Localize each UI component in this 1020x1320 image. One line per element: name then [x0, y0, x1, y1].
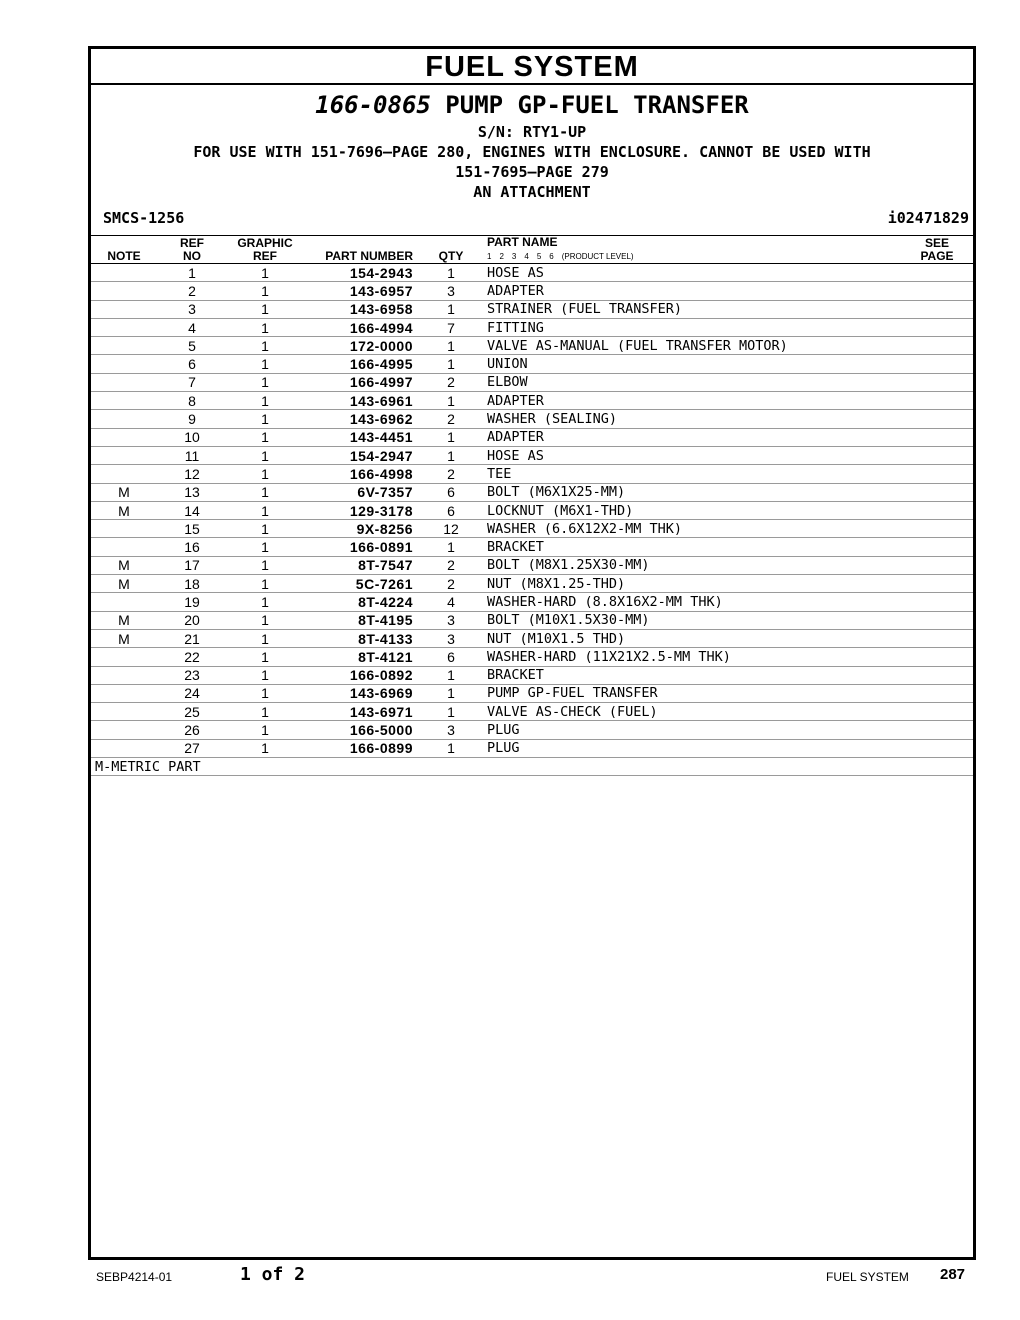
cell-qty: 1	[421, 446, 481, 464]
table-row	[91, 465, 973, 483]
table-row	[91, 520, 973, 538]
cell-gref: 1	[227, 264, 303, 282]
cell-see-page	[901, 282, 973, 300]
footnote-row	[91, 758, 973, 776]
cell-gref: 1	[227, 739, 303, 757]
cell-pn: 154-2943	[303, 264, 421, 282]
cell-pn: 8T-4121	[303, 648, 421, 666]
table-row	[91, 483, 973, 501]
cell-pn: 143-6957	[303, 282, 421, 300]
cell-pn: 166-5000	[303, 721, 421, 739]
cell-see-page	[901, 318, 973, 336]
cell-note	[91, 684, 157, 702]
cell-qty: 1	[421, 428, 481, 446]
cell-note	[91, 666, 157, 684]
cell-qty: 1	[421, 684, 481, 702]
cell-see-page	[901, 556, 973, 574]
cell-gref: 1	[227, 355, 303, 373]
cell-pn: 8T-4133	[303, 629, 421, 647]
cell-gref: 1	[227, 703, 303, 721]
cell-name: BOLT (M8X1.25X30-MM)	[481, 556, 901, 574]
table-row	[91, 264, 973, 282]
cell-see-page	[901, 300, 973, 318]
cell-note	[91, 337, 157, 355]
cell-gref: 1	[227, 721, 303, 739]
col-ref-no: REF NO	[157, 236, 227, 264]
parts-table-body	[91, 264, 973, 776]
table-row	[91, 684, 973, 702]
cell-pn: 143-6969	[303, 684, 421, 702]
cell-ref: 27	[157, 739, 227, 757]
cell-name: STRAINER (FUEL TRANSFER)	[481, 300, 901, 318]
cell-pn: 166-0891	[303, 538, 421, 556]
cell-note	[91, 410, 157, 428]
cell-ref: 12	[157, 465, 227, 483]
cell-qty: 2	[421, 465, 481, 483]
cell-qty: 3	[421, 721, 481, 739]
cell-gref: 1	[227, 483, 303, 501]
cell-ref: 1	[157, 264, 227, 282]
table-row	[91, 300, 973, 318]
cell-name: VALVE AS-MANUAL (FUEL TRANSFER MOTOR)	[481, 337, 901, 355]
serial-number: S/N: RTY1-UP	[477, 123, 587, 141]
cell-name: NUT (M8X1.25-THD)	[481, 575, 901, 593]
cell-name: WASHER (6.6X12X2-MM THK)	[481, 520, 901, 538]
cell-ref: 24	[157, 684, 227, 702]
cell-gref: 1	[227, 556, 303, 574]
cell-see-page	[901, 373, 973, 391]
cell-ref: 22	[157, 648, 227, 666]
cell-see-page	[901, 392, 973, 410]
cell-ref: 17	[157, 556, 227, 574]
cell-pn: 143-6971	[303, 703, 421, 721]
cell-see-page	[901, 538, 973, 556]
table-row	[91, 721, 973, 739]
cell-name: BRACKET	[481, 666, 901, 684]
cell-see-page	[901, 410, 973, 428]
cell-see-page	[901, 355, 973, 373]
cell-gref: 1	[227, 629, 303, 647]
cell-ref: 5	[157, 337, 227, 355]
cell-note	[91, 373, 157, 391]
cell-qty: 3	[421, 611, 481, 629]
cell-name: ADAPTER	[481, 392, 901, 410]
cell-qty: 2	[421, 556, 481, 574]
cell-pn: 166-0892	[303, 666, 421, 684]
page-number: 287	[940, 1266, 966, 1283]
cell-ref: 10	[157, 428, 227, 446]
cell-gref: 1	[227, 282, 303, 300]
cell-pn: 166-4995	[303, 355, 421, 373]
cell-ref: 11	[157, 446, 227, 464]
cell-gref: 1	[227, 611, 303, 629]
page-frame	[88, 46, 976, 1260]
cell-pn: 166-4994	[303, 318, 421, 336]
table-row	[91, 373, 973, 391]
cell-ref: 16	[157, 538, 227, 556]
cell-see-page	[901, 611, 973, 629]
cell-qty: 1	[421, 392, 481, 410]
cell-ref: 21	[157, 629, 227, 647]
group-header	[91, 85, 973, 236]
cell-note: M	[91, 556, 157, 574]
cell-pn: 166-4998	[303, 465, 421, 483]
cell-pn: 129-3178	[303, 501, 421, 519]
group-name: PUMP GP-FUEL TRANSFER	[445, 91, 749, 119]
cell-note	[91, 264, 157, 282]
cell-name: UNION	[481, 355, 901, 373]
usage-note-line-2: 151-7695—PAGE 279	[455, 163, 609, 181]
cell-name: HOSE AS	[481, 446, 901, 464]
cell-name: HOSE AS	[481, 264, 901, 282]
cell-see-page	[901, 575, 973, 593]
cell-note: M	[91, 611, 157, 629]
cell-gref: 1	[227, 300, 303, 318]
cell-note	[91, 355, 157, 373]
cell-ref: 7	[157, 373, 227, 391]
usage-note-line-1: FOR USE WITH 151-7696—PAGE 280, ENGINES WITH ENCLOSURE. CANNOT BE USED WITH	[193, 143, 871, 161]
cell-ref: 13	[157, 483, 227, 501]
cell-qty: 6	[421, 483, 481, 501]
cell-qty: 1	[421, 538, 481, 556]
cell-note: M	[91, 483, 157, 501]
cell-pn: 172-0000	[303, 337, 421, 355]
cell-qty: 6	[421, 501, 481, 519]
cell-name: WASHER (SEALING)	[481, 410, 901, 428]
cell-name: FITTING	[481, 318, 901, 336]
cell-name: LOCKNUT (M6X1-THD)	[481, 501, 901, 519]
cell-ref: 26	[157, 721, 227, 739]
cell-gref: 1	[227, 520, 303, 538]
cell-qty: 1	[421, 703, 481, 721]
parts-table-header	[91, 236, 973, 264]
cell-see-page	[901, 465, 973, 483]
cell-gref: 1	[227, 392, 303, 410]
col-graphic-ref: GRAPHIC REF	[227, 236, 303, 264]
cell-qty: 1	[421, 355, 481, 373]
cell-gref: 1	[227, 648, 303, 666]
cell-pn: 8T-4195	[303, 611, 421, 629]
cell-name: WASHER-HARD (11X21X2.5-MM THK)	[481, 648, 901, 666]
cell-ref: 9	[157, 410, 227, 428]
cell-see-page	[901, 520, 973, 538]
cell-gref: 1	[227, 684, 303, 702]
table-row	[91, 446, 973, 464]
cell-pn: 143-6961	[303, 392, 421, 410]
cell-pn: 5C-7261	[303, 575, 421, 593]
cell-gref: 1	[227, 410, 303, 428]
usage-note-line-3: AN ATTACHMENT	[473, 183, 591, 201]
cell-name: BOLT (M6X1X25-MM)	[481, 483, 901, 501]
cell-pn: 154-2947	[303, 446, 421, 464]
cell-qty: 12	[421, 520, 481, 538]
illustration-id: i02471829	[887, 209, 969, 227]
doc-id: SEBP4214-01	[96, 1270, 173, 1284]
metric-footnote: M-METRIC PART	[91, 758, 973, 776]
cell-ref: 15	[157, 520, 227, 538]
cell-pn: 166-4997	[303, 373, 421, 391]
cell-ref: 19	[157, 593, 227, 611]
footer-section: FUEL SYSTEM	[826, 1270, 909, 1284]
table-row	[91, 556, 973, 574]
table-row	[91, 410, 973, 428]
cell-see-page	[901, 593, 973, 611]
table-row	[91, 355, 973, 373]
cell-ref: 3	[157, 300, 227, 318]
cell-note	[91, 392, 157, 410]
cell-see-page	[901, 684, 973, 702]
cell-note	[91, 703, 157, 721]
col-part-number: PART NUMBER	[303, 236, 421, 264]
table-row	[91, 739, 973, 757]
cell-note	[91, 300, 157, 318]
product-levels: 1 2 3 4 5 6 (PRODUCT LEVEL)	[487, 252, 634, 261]
cell-qty: 2	[421, 373, 481, 391]
cell-qty: 6	[421, 648, 481, 666]
cell-gref: 1	[227, 538, 303, 556]
cell-note	[91, 520, 157, 538]
cell-qty: 1	[421, 264, 481, 282]
cell-ref: 6	[157, 355, 227, 373]
cell-note	[91, 648, 157, 666]
cell-gref: 1	[227, 446, 303, 464]
col-note: NOTE	[91, 236, 157, 264]
cell-qty: 1	[421, 337, 481, 355]
cell-pn: 8T-4224	[303, 593, 421, 611]
cell-qty: 1	[421, 739, 481, 757]
cell-name: BOLT (M10X1.5X30-MM)	[481, 611, 901, 629]
cell-name: BRACKET	[481, 538, 901, 556]
cell-qty: 2	[421, 575, 481, 593]
cell-note	[91, 428, 157, 446]
cell-see-page	[901, 428, 973, 446]
cell-see-page	[901, 648, 973, 666]
cell-ref: 18	[157, 575, 227, 593]
cell-ref: 20	[157, 611, 227, 629]
group-part-number: 166-0865	[315, 91, 431, 119]
cell-note: M	[91, 501, 157, 519]
cell-note	[91, 739, 157, 757]
cell-ref: 8	[157, 392, 227, 410]
table-row	[91, 703, 973, 721]
cell-qty: 3	[421, 629, 481, 647]
table-row	[91, 392, 973, 410]
cell-note: M	[91, 575, 157, 593]
cell-gref: 1	[227, 428, 303, 446]
cell-see-page	[901, 666, 973, 684]
cell-pn: 6V-7357	[303, 483, 421, 501]
table-row	[91, 575, 973, 593]
cell-pn: 143-6958	[303, 300, 421, 318]
cell-pn: 143-4451	[303, 428, 421, 446]
cell-qty: 2	[421, 410, 481, 428]
cell-qty: 1	[421, 666, 481, 684]
table-row	[91, 337, 973, 355]
cell-see-page	[901, 739, 973, 757]
col-part-name: PART NAME 1 2 3 4 5 6 (PRODUCT LEVEL)	[481, 236, 901, 264]
cell-note	[91, 318, 157, 336]
cell-gref: 1	[227, 337, 303, 355]
table-row	[91, 501, 973, 519]
cell-see-page	[901, 483, 973, 501]
cell-see-page	[901, 703, 973, 721]
cell-pn: 143-6962	[303, 410, 421, 428]
cell-see-page	[901, 337, 973, 355]
cell-name: PLUG	[481, 721, 901, 739]
cell-ref: 2	[157, 282, 227, 300]
cell-pn: 8T-7547	[303, 556, 421, 574]
cell-qty: 4	[421, 593, 481, 611]
cell-gref: 1	[227, 575, 303, 593]
cell-see-page	[901, 501, 973, 519]
cell-name: ELBOW	[481, 373, 901, 391]
section-title: FUEL SYSTEM	[91, 49, 973, 85]
smcs-code: SMCS-1256	[103, 209, 185, 227]
cell-gref: 1	[227, 373, 303, 391]
table-row	[91, 318, 973, 336]
col-qty: QTY	[421, 236, 481, 264]
cell-see-page	[901, 446, 973, 464]
cell-name: VALVE AS-CHECK (FUEL)	[481, 703, 901, 721]
cell-note	[91, 593, 157, 611]
cell-see-page	[901, 721, 973, 739]
col-see-page: SEE PAGE	[901, 236, 973, 264]
cell-ref: 25	[157, 703, 227, 721]
cell-ref: 4	[157, 318, 227, 336]
cell-note	[91, 282, 157, 300]
cell-ref: 14	[157, 501, 227, 519]
cell-gref: 1	[227, 465, 303, 483]
cell-name: ADAPTER	[481, 282, 901, 300]
table-row	[91, 611, 973, 629]
table-row	[91, 282, 973, 300]
cell-note	[91, 721, 157, 739]
cell-gref: 1	[227, 501, 303, 519]
cell-see-page	[901, 264, 973, 282]
page-of: 1 of 2	[240, 1264, 306, 1285]
table-row	[91, 428, 973, 446]
cell-name: PLUG	[481, 739, 901, 757]
cell-gref: 1	[227, 666, 303, 684]
table-row	[91, 629, 973, 647]
cell-qty: 1	[421, 300, 481, 318]
cell-qty: 7	[421, 318, 481, 336]
table-row	[91, 666, 973, 684]
cell-pn: 9X-8256	[303, 520, 421, 538]
cell-note	[91, 538, 157, 556]
cell-name: NUT (M10X1.5 THD)	[481, 629, 901, 647]
cell-note	[91, 465, 157, 483]
cell-name: ADAPTER	[481, 428, 901, 446]
page-footer	[0, 1262, 1020, 1292]
table-row	[91, 648, 973, 666]
cell-gref: 1	[227, 318, 303, 336]
cell-name: PUMP GP-FUEL TRANSFER	[481, 684, 901, 702]
cell-ref: 23	[157, 666, 227, 684]
cell-qty: 3	[421, 282, 481, 300]
parts-table	[91, 236, 973, 776]
cell-name: WASHER-HARD (8.8X16X2-MM THK)	[481, 593, 901, 611]
cell-name: TEE	[481, 465, 901, 483]
cell-gref: 1	[227, 593, 303, 611]
cell-note	[91, 446, 157, 464]
table-row	[91, 538, 973, 556]
cell-pn: 166-0899	[303, 739, 421, 757]
cell-see-page	[901, 629, 973, 647]
cell-note: M	[91, 629, 157, 647]
group-title	[91, 91, 973, 119]
table-row	[91, 593, 973, 611]
